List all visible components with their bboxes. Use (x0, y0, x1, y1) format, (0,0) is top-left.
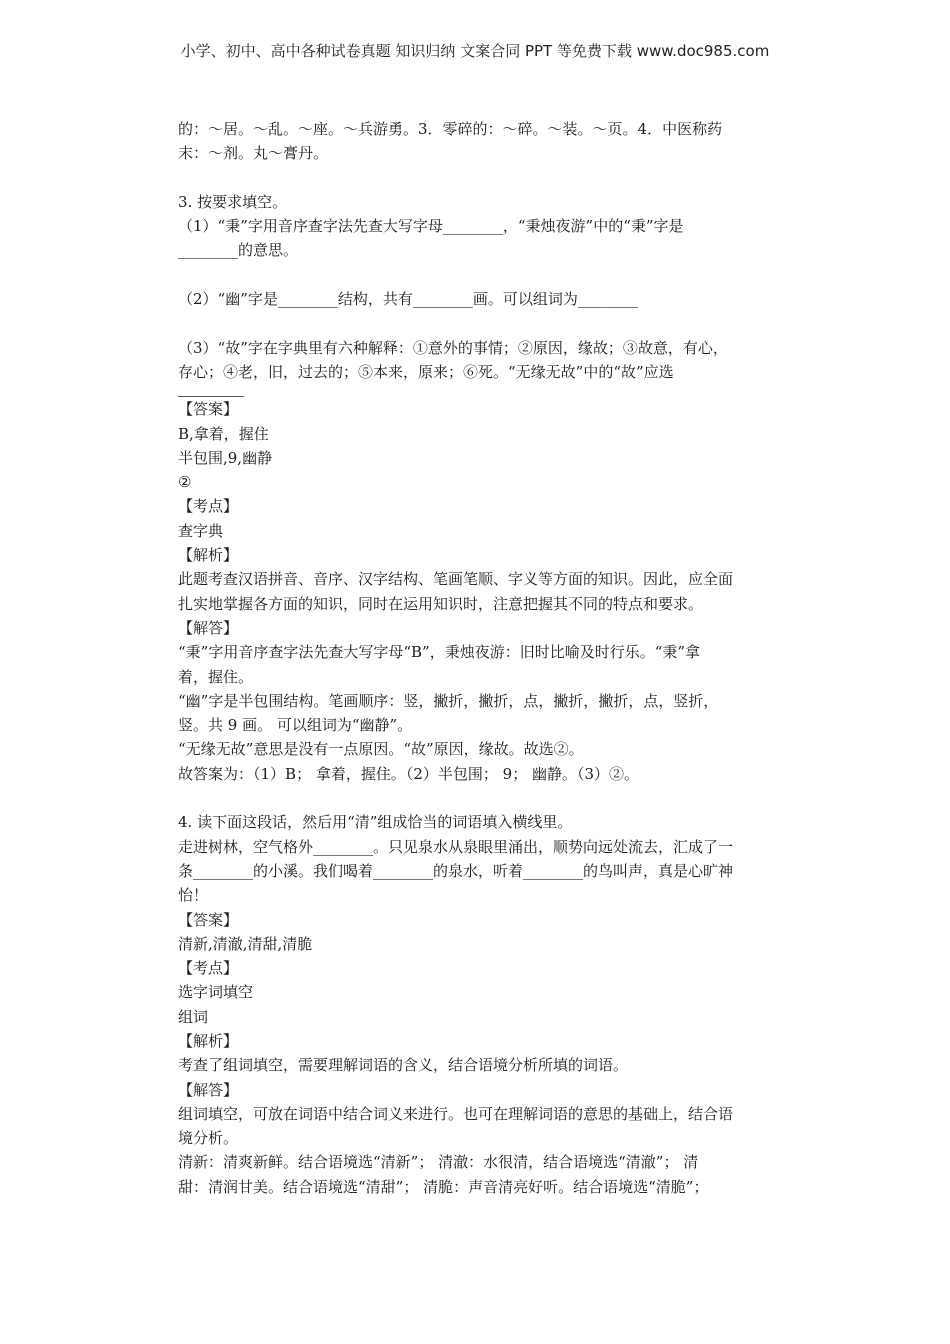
analysis-text: 扎实地掌握各方面的知识，同时在运用知识时，注意把握其不同的特点和要求。 (178, 594, 704, 613)
solution-text: 着，握住。 (178, 667, 254, 686)
answer-text: B,拿着，握住 (178, 424, 269, 443)
solution-text: “秉”字用音序查字法先查大写字母“B”，秉烛夜游：旧时比喻及时行乐。“秉”拿 (178, 643, 701, 662)
answer-blank-line (178, 384, 244, 397)
solution-heading: 【解答】 (178, 618, 239, 637)
analysis-heading: 【解析】 (178, 546, 239, 565)
analysis-text: 考查了组词填空，需要理解词语的含义，结合语境分析所填的词语。 (178, 1056, 629, 1075)
kaodian-heading: 【考点】 (178, 497, 239, 516)
solution-text: 甜：清润甘美。结合语境选“清甜”； 清脆：声音清亮好听。结合语境选“清脆”； (178, 1177, 709, 1196)
solution-text: 境分析。 (178, 1129, 239, 1148)
answer-text: 半包围,9,幽静 (178, 448, 273, 467)
kaodian-text: 选字词填空 (178, 983, 254, 1002)
answer-heading: 【答案】 (178, 400, 239, 419)
solution-text: 故答案为：（1）B； 拿着，握住。（2）半包围； 9； 幽静。（3）②。 (178, 764, 640, 783)
answer-text: ② (178, 473, 192, 492)
solution-text: 清新：清爽新鲜。结合语境选“清新”； 清澈：水很清，结合语境选“清澈”； 清 (178, 1153, 699, 1172)
question-4-text: 怡！ (178, 886, 209, 905)
kaodian-text: 组词 (178, 1007, 209, 1026)
intro-line: 的：～居。～乱。～座。～兵游勇。3．零碎的：～碎。～装。～页。4．中医称药 (178, 120, 723, 138)
spacer (178, 166, 810, 190)
solution-text: 组词填空，可放在词语中结合词义来进行。也可在理解词语的意思的基础上，结合语 (178, 1104, 734, 1123)
document-body (178, 117, 810, 1199)
question-3-title: 3. 按要求填空。 (178, 192, 288, 211)
question-4-text: 走进树林，空气格外________。只见泉水从泉眼里涌出，顺势向远处流去，汇成了一 (178, 837, 734, 856)
question-4-title: 4. 读下面这段话，然后用“清”组成恰当的词语填入横线里。 (178, 813, 573, 832)
question-3-part-1: ________的意思。 (178, 241, 299, 260)
solution-text: “无缘无故”意思是没有一点原因。“故”原因，缘故。故选②。 (178, 740, 584, 759)
solution-heading: 【解答】 (178, 1080, 239, 1099)
intro-line: 末：～剂。丸～膏丹。 (178, 144, 329, 163)
question-4-text: 条________的小溪。我们喝着________的泉水，听着________的鸟叫声，真是心旷神 (178, 861, 734, 880)
question-3-part-2: （2）“幽”字是________结构，共有________画。可以组词为________ (178, 290, 638, 309)
question-3-part-3: （3）“故”字在字典里有六种解释：①意外的事情；②原因，缘故；③故意，有心， (178, 338, 728, 357)
analysis-heading: 【解析】 (178, 1031, 239, 1050)
solution-text: 竖。共 9 画。 可以组词为“幽静”。 (178, 716, 413, 735)
spacer (178, 786, 810, 810)
answer-heading: 【答案】 (178, 910, 239, 929)
spacer (178, 263, 810, 287)
page-header: 小学、初中、高中各种试卷真题 知识归纳 文案合同 PPT 等免费下载 www.doc985.com (180, 42, 770, 60)
spacer (178, 311, 810, 335)
question-3-part-3: 存心；④老，旧，过去的；⑤本来，原来；⑥死。“无缘无故”中的“故”应选 (178, 362, 674, 381)
kaodian-text: 查字典 (178, 521, 224, 540)
question-3-part-1: （1）“秉”字用音序查字法先查大写字母________，“秉烛夜游”中的“秉”字是 (178, 217, 684, 236)
kaodian-heading: 【考点】 (178, 959, 239, 978)
analysis-text: 此题考查汉语拼音、音序、汉字结构、笔画笔顺、字义等方面的知识。因此，应全面 (178, 570, 734, 589)
solution-text: “幽”字是半包围结构。笔画顺序：竖，撇折，撇折，点，撇折，撇折，点，竖折， (178, 691, 719, 710)
answer-text: 清新,清澈,清甜,清脆 (178, 934, 313, 953)
